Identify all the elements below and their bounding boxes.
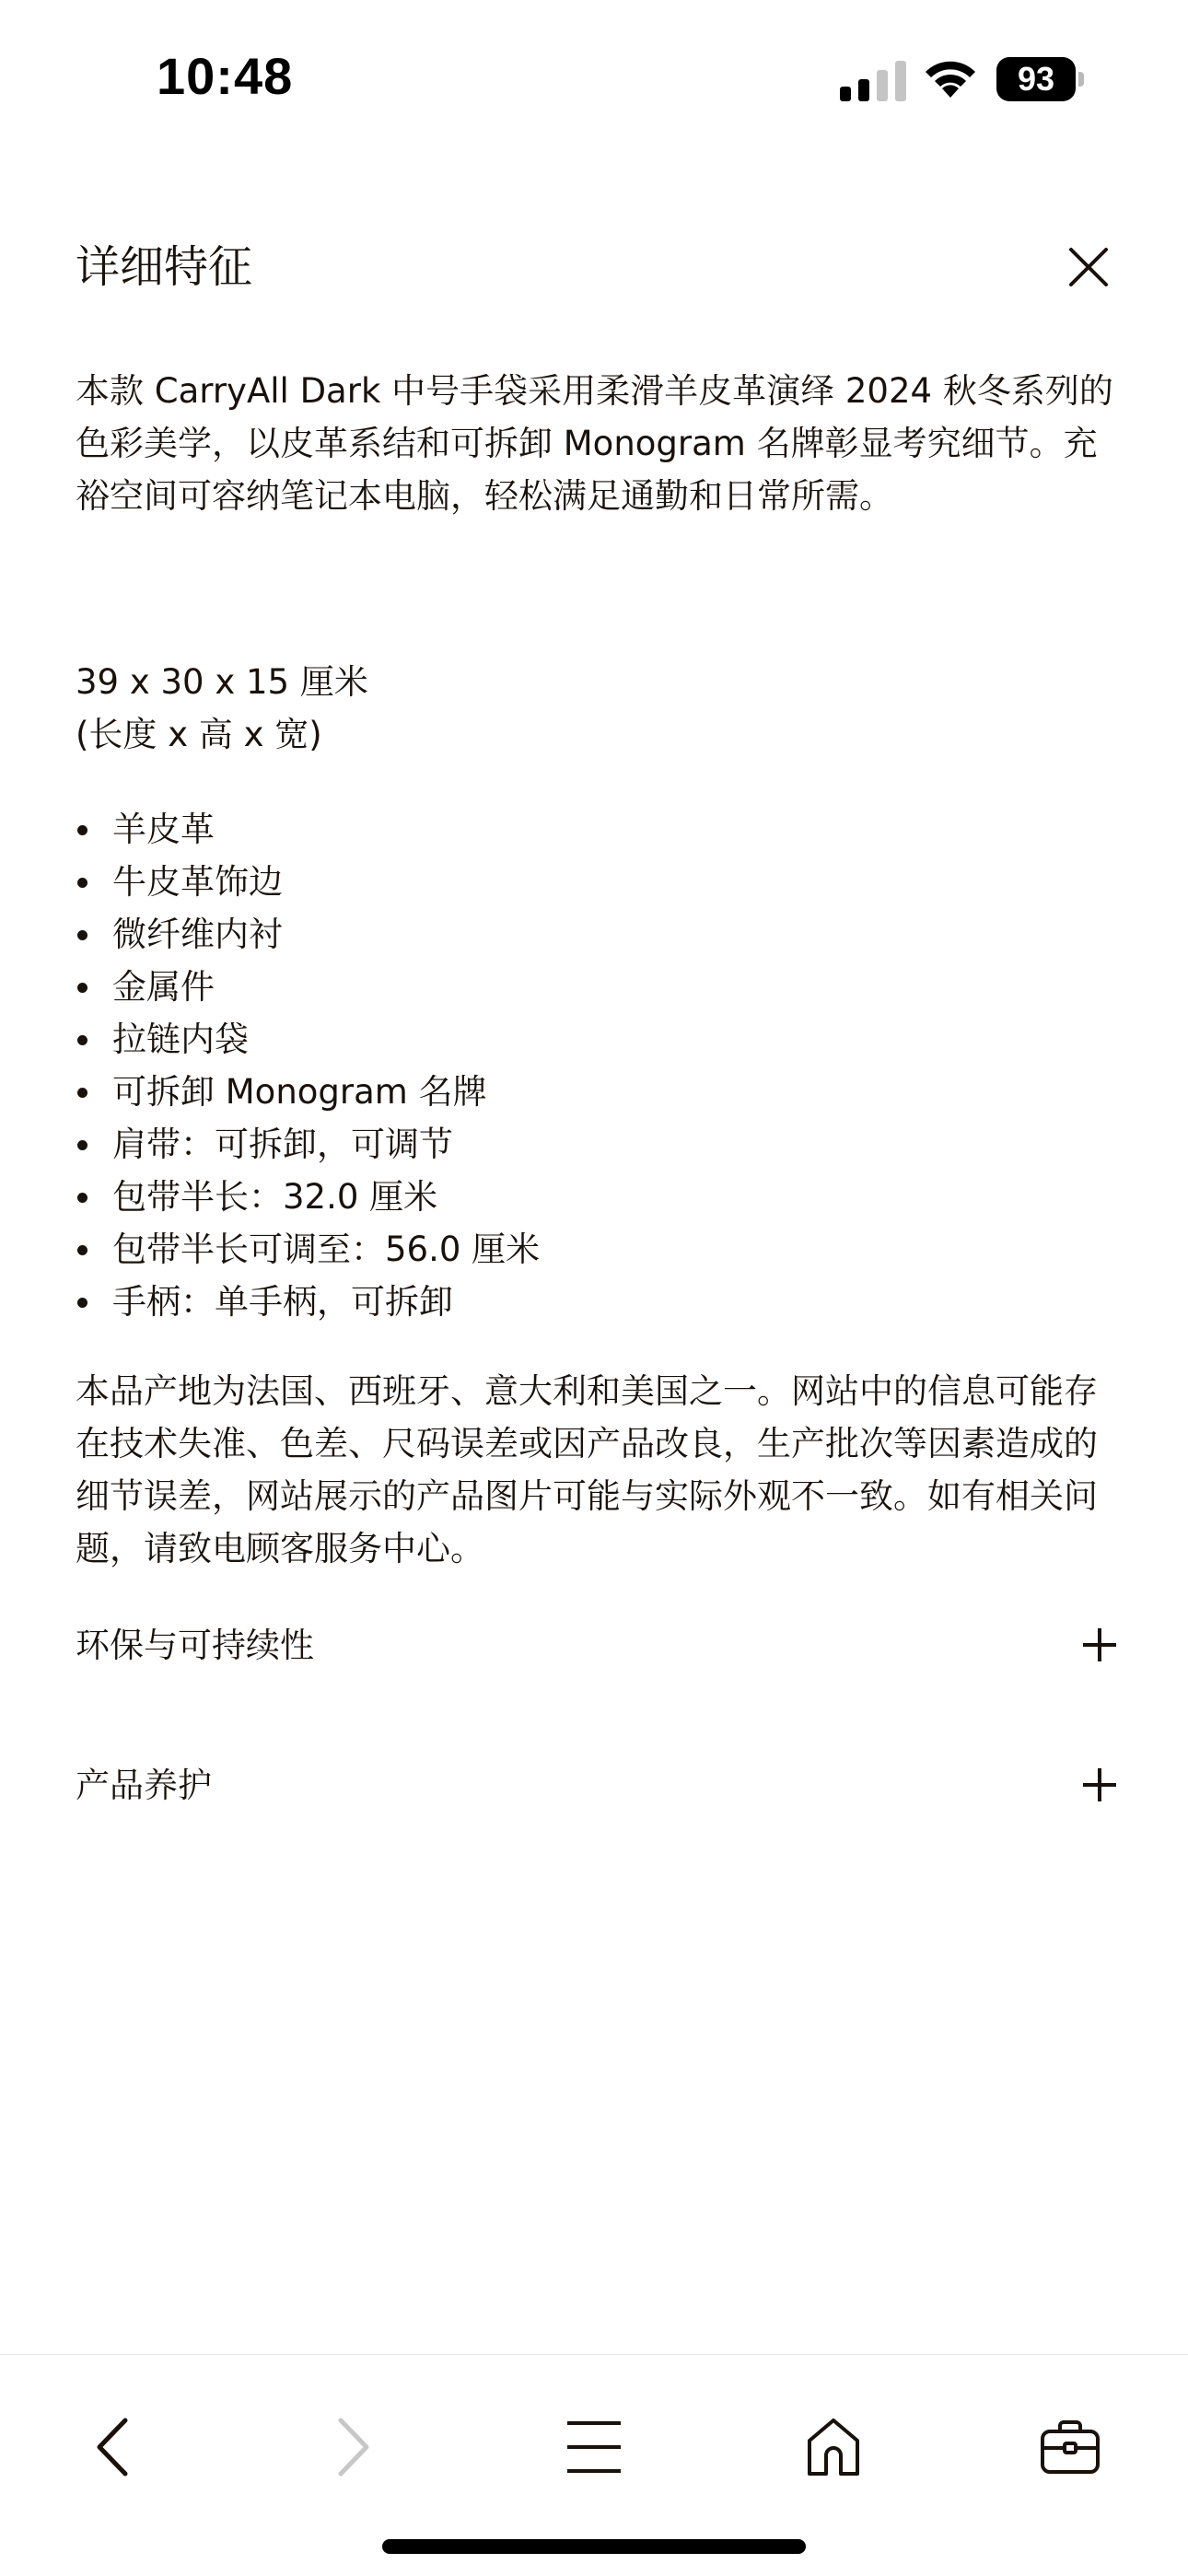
battery-cap [1078,72,1084,87]
status-bar [0,0,1188,157]
feature-item: 肩带：可拆卸，可调节 [76,1118,540,1171]
status-time: 10:48 [157,47,294,105]
shopping-bag-button[interactable] [1024,2401,1116,2493]
feature-item: 牛皮革饰边 [76,856,540,908]
panel-title: 详细特征 [76,241,253,293]
close-button[interactable] [1059,238,1118,297]
dimensions-legend: (长度 x 高 x 宽) [76,715,322,754]
plus-icon [1081,1766,1118,1803]
feature-item: 微纤维内衬 [76,908,540,961]
product-dimensions [76,656,368,761]
back-button[interactable] [66,2401,158,2493]
product-description: 本款 CarryAll Dark 中号手袋采用柔滑羊皮革演绎 2024 秋冬系列的色彩美学，以皮革系结和可拆卸 Monogram 名牌彰显考究细节。充裕空间可容纳笔记本电脑，轻松满足通勤和日常所需。 [76,371,1113,516]
feature-item: 金属件 [76,961,540,1013]
feature-item: 拉链内袋 [76,1013,540,1066]
battery-level: 93 [1017,60,1055,98]
feature-list [76,803,540,1328]
menu-icon [565,2418,623,2477]
battery-icon [996,57,1085,101]
close-icon [1068,247,1109,287]
forward-button[interactable] [308,2401,400,2493]
origin-note: 本品产地为法国、西班牙、意大利和美国之一。网站中的信息可能存在技术失准、色差、尺码误差或因产品改良，生产批次等因素造成的细节误差，网站展示的产品图片可能与实际外观不一致。如有相关问题，请致电顾客服务中心。 [76,1371,1098,1568]
accordion-sustainability[interactable] [76,1608,1118,1682]
dimensions-size: 39 x 30 x 15 厘米 [76,662,368,702]
menu-button[interactable] [548,2401,640,2493]
plus-icon [1081,1626,1118,1663]
home-button[interactable] [787,2401,879,2493]
feature-item: 包带半长可调至：56.0 厘米 [76,1223,540,1276]
wifi-icon [922,57,979,101]
back-icon [85,2415,140,2479]
accordion-label: 环保与可持续性 [76,1625,314,1665]
feature-item: 可拆卸 Monogram 名牌 [76,1066,540,1118]
accordion-label: 产品养护 [76,1765,212,1805]
home-icon [804,2417,863,2477]
feature-item: 羊皮革 [76,803,540,856]
feature-item: 手柄：单手柄，可拆卸 [76,1276,540,1328]
bag-icon [1040,2419,1101,2476]
home-indicator [382,2539,806,2554]
feature-item: 包带半长：32.0 厘米 [76,1171,540,1223]
forward-icon [326,2415,381,2479]
cellular-signal-icon [840,61,906,101]
accordion-product-care[interactable] [76,1748,1118,1822]
